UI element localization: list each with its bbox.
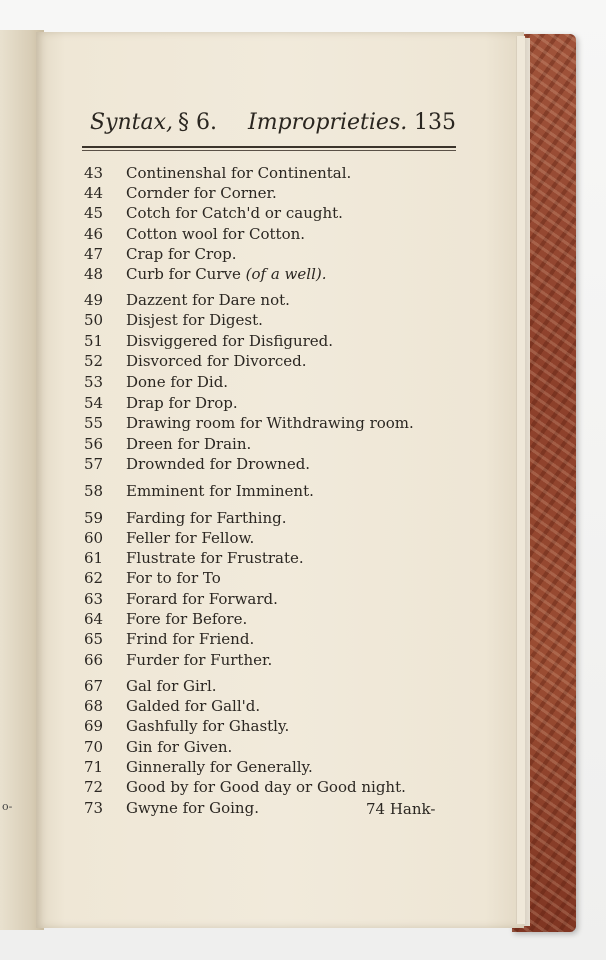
entry-text: Furder for Further. [126, 651, 273, 669]
entry-text: Drap for Drop. [126, 394, 238, 412]
entry-text: Drawing room for Withdrawing room. [126, 414, 414, 432]
entry-row [84, 717, 464, 737]
entry-text: Curb for Curve [126, 265, 241, 283]
entry-text: Cotton wool for Cotton. [126, 225, 306, 243]
entry-row [84, 394, 464, 414]
entry-text: Disvorced for Divorced. [126, 352, 307, 370]
entry-row [84, 778, 464, 798]
entry-row [84, 164, 464, 184]
entry-number: 63 [84, 590, 104, 608]
entry-number: 62 [84, 569, 104, 587]
entry-text-group [126, 265, 327, 283]
entry-number: 64 [84, 610, 104, 628]
entry-row [84, 509, 464, 529]
entry-row [84, 245, 464, 265]
entry-number: 46 [84, 225, 104, 243]
entry-number: 43 [84, 164, 104, 182]
entry-row [84, 311, 464, 331]
entry-number: 49 [84, 291, 104, 309]
header-section: § 6. [178, 110, 217, 135]
entry-text: Good by for Good day or Good night. [126, 778, 406, 796]
entry-row [84, 414, 464, 434]
entry-number: 54 [84, 394, 104, 412]
entry-number: 56 [84, 435, 104, 453]
entry-number: 73 [84, 799, 104, 817]
entry-row [84, 184, 464, 204]
page-number: 135 [414, 110, 456, 135]
entry-number: 66 [84, 651, 104, 669]
entry-number: 53 [84, 373, 104, 391]
entry-text: Galded for Gall'd. [126, 697, 261, 715]
entry-row [84, 630, 464, 650]
entry-row [84, 651, 464, 671]
entry-number: 55 [84, 414, 104, 432]
entry-row [84, 549, 464, 569]
entry-row [84, 677, 464, 697]
entry-row [84, 738, 464, 758]
entry-row [84, 697, 464, 717]
entry-row [84, 569, 464, 589]
entry-text: Cornder for Corner. [126, 184, 277, 202]
entry-number: 68 [84, 697, 104, 715]
entry-text: Emminent for Imminent. [126, 482, 314, 500]
entry-row [84, 352, 464, 372]
entry-text: Gashfully for Ghastly. [126, 717, 290, 735]
entry-text: Gal for Girl. [126, 677, 217, 695]
entry-number: 72 [84, 778, 104, 796]
page-fore-edge [516, 36, 525, 924]
entry-row [84, 758, 464, 778]
entry-number: 65 [84, 630, 104, 648]
entry-row [84, 590, 464, 610]
entry-number: 71 [84, 758, 104, 776]
entry-row [84, 265, 464, 285]
header-title: Improprieties. [248, 110, 408, 135]
entry-number: 59 [84, 509, 104, 527]
entry-text: Crap for Crop. [126, 245, 237, 263]
entry-number: 70 [84, 738, 104, 756]
entry-row [84, 373, 464, 393]
entry-text: Cotch for Catch'd or caught. [126, 204, 343, 222]
entry-row [84, 332, 464, 352]
entry-text: Done for Did. [126, 373, 229, 391]
entry-row [84, 610, 464, 630]
catchword: 74 Hank- [366, 800, 436, 818]
entry-number: 47 [84, 245, 104, 263]
entry-text: For to for To [126, 569, 221, 587]
entry-text: Dreen for Drain. [126, 435, 252, 453]
entry-number: 45 [84, 204, 104, 222]
entry-number: 69 [84, 717, 104, 735]
facing-page-mark: o- [2, 800, 13, 813]
entry-text: Fore for Before. [126, 610, 248, 628]
entry-number: 50 [84, 311, 104, 329]
entry-italic-note: (of a well). [245, 265, 327, 283]
entry-text: Drownded for Drowned. [126, 455, 311, 473]
entry-text: Gwyne for Going. [126, 799, 259, 817]
entry-row [84, 529, 464, 549]
entry-number: 51 [84, 332, 104, 350]
running-header [90, 110, 456, 146]
entry-row [84, 204, 464, 224]
entry-text: Disjest for Digest. [126, 311, 263, 329]
entry-text: Disviggered for Disfigured. [126, 332, 334, 350]
entry-text: Frind for Friend. [126, 630, 255, 648]
header-rule-thin [82, 150, 456, 151]
header-rule-thick [82, 146, 456, 148]
entry-text: Feller for Fellow. [126, 529, 255, 547]
entry-number: 44 [84, 184, 104, 202]
entry-number: 67 [84, 677, 104, 695]
entry-text: Ginnerally for Generally. [126, 758, 313, 776]
entry-text: Gin for Given. [126, 738, 233, 756]
header-syntax: Syntax, [90, 110, 174, 135]
entry-row [84, 291, 464, 311]
entry-text: Flustrate for Frustrate. [126, 549, 304, 567]
entry-number: 58 [84, 482, 104, 500]
entry-number: 60 [84, 529, 104, 547]
entry-text: Forard for Forward. [126, 590, 278, 608]
entry-number: 48 [84, 265, 104, 283]
entry-row [84, 482, 464, 502]
entry-row [84, 435, 464, 455]
entry-number: 57 [84, 455, 104, 473]
entry-text: Farding for Farthing. [126, 509, 287, 527]
entry-row [84, 455, 464, 475]
entry-number: 61 [84, 549, 104, 567]
entry-text: Continenshal for Continental. [126, 164, 352, 182]
entry-number: 52 [84, 352, 104, 370]
entry-text: Dazzent for Dare not. [126, 291, 290, 309]
entry-row [84, 225, 464, 245]
